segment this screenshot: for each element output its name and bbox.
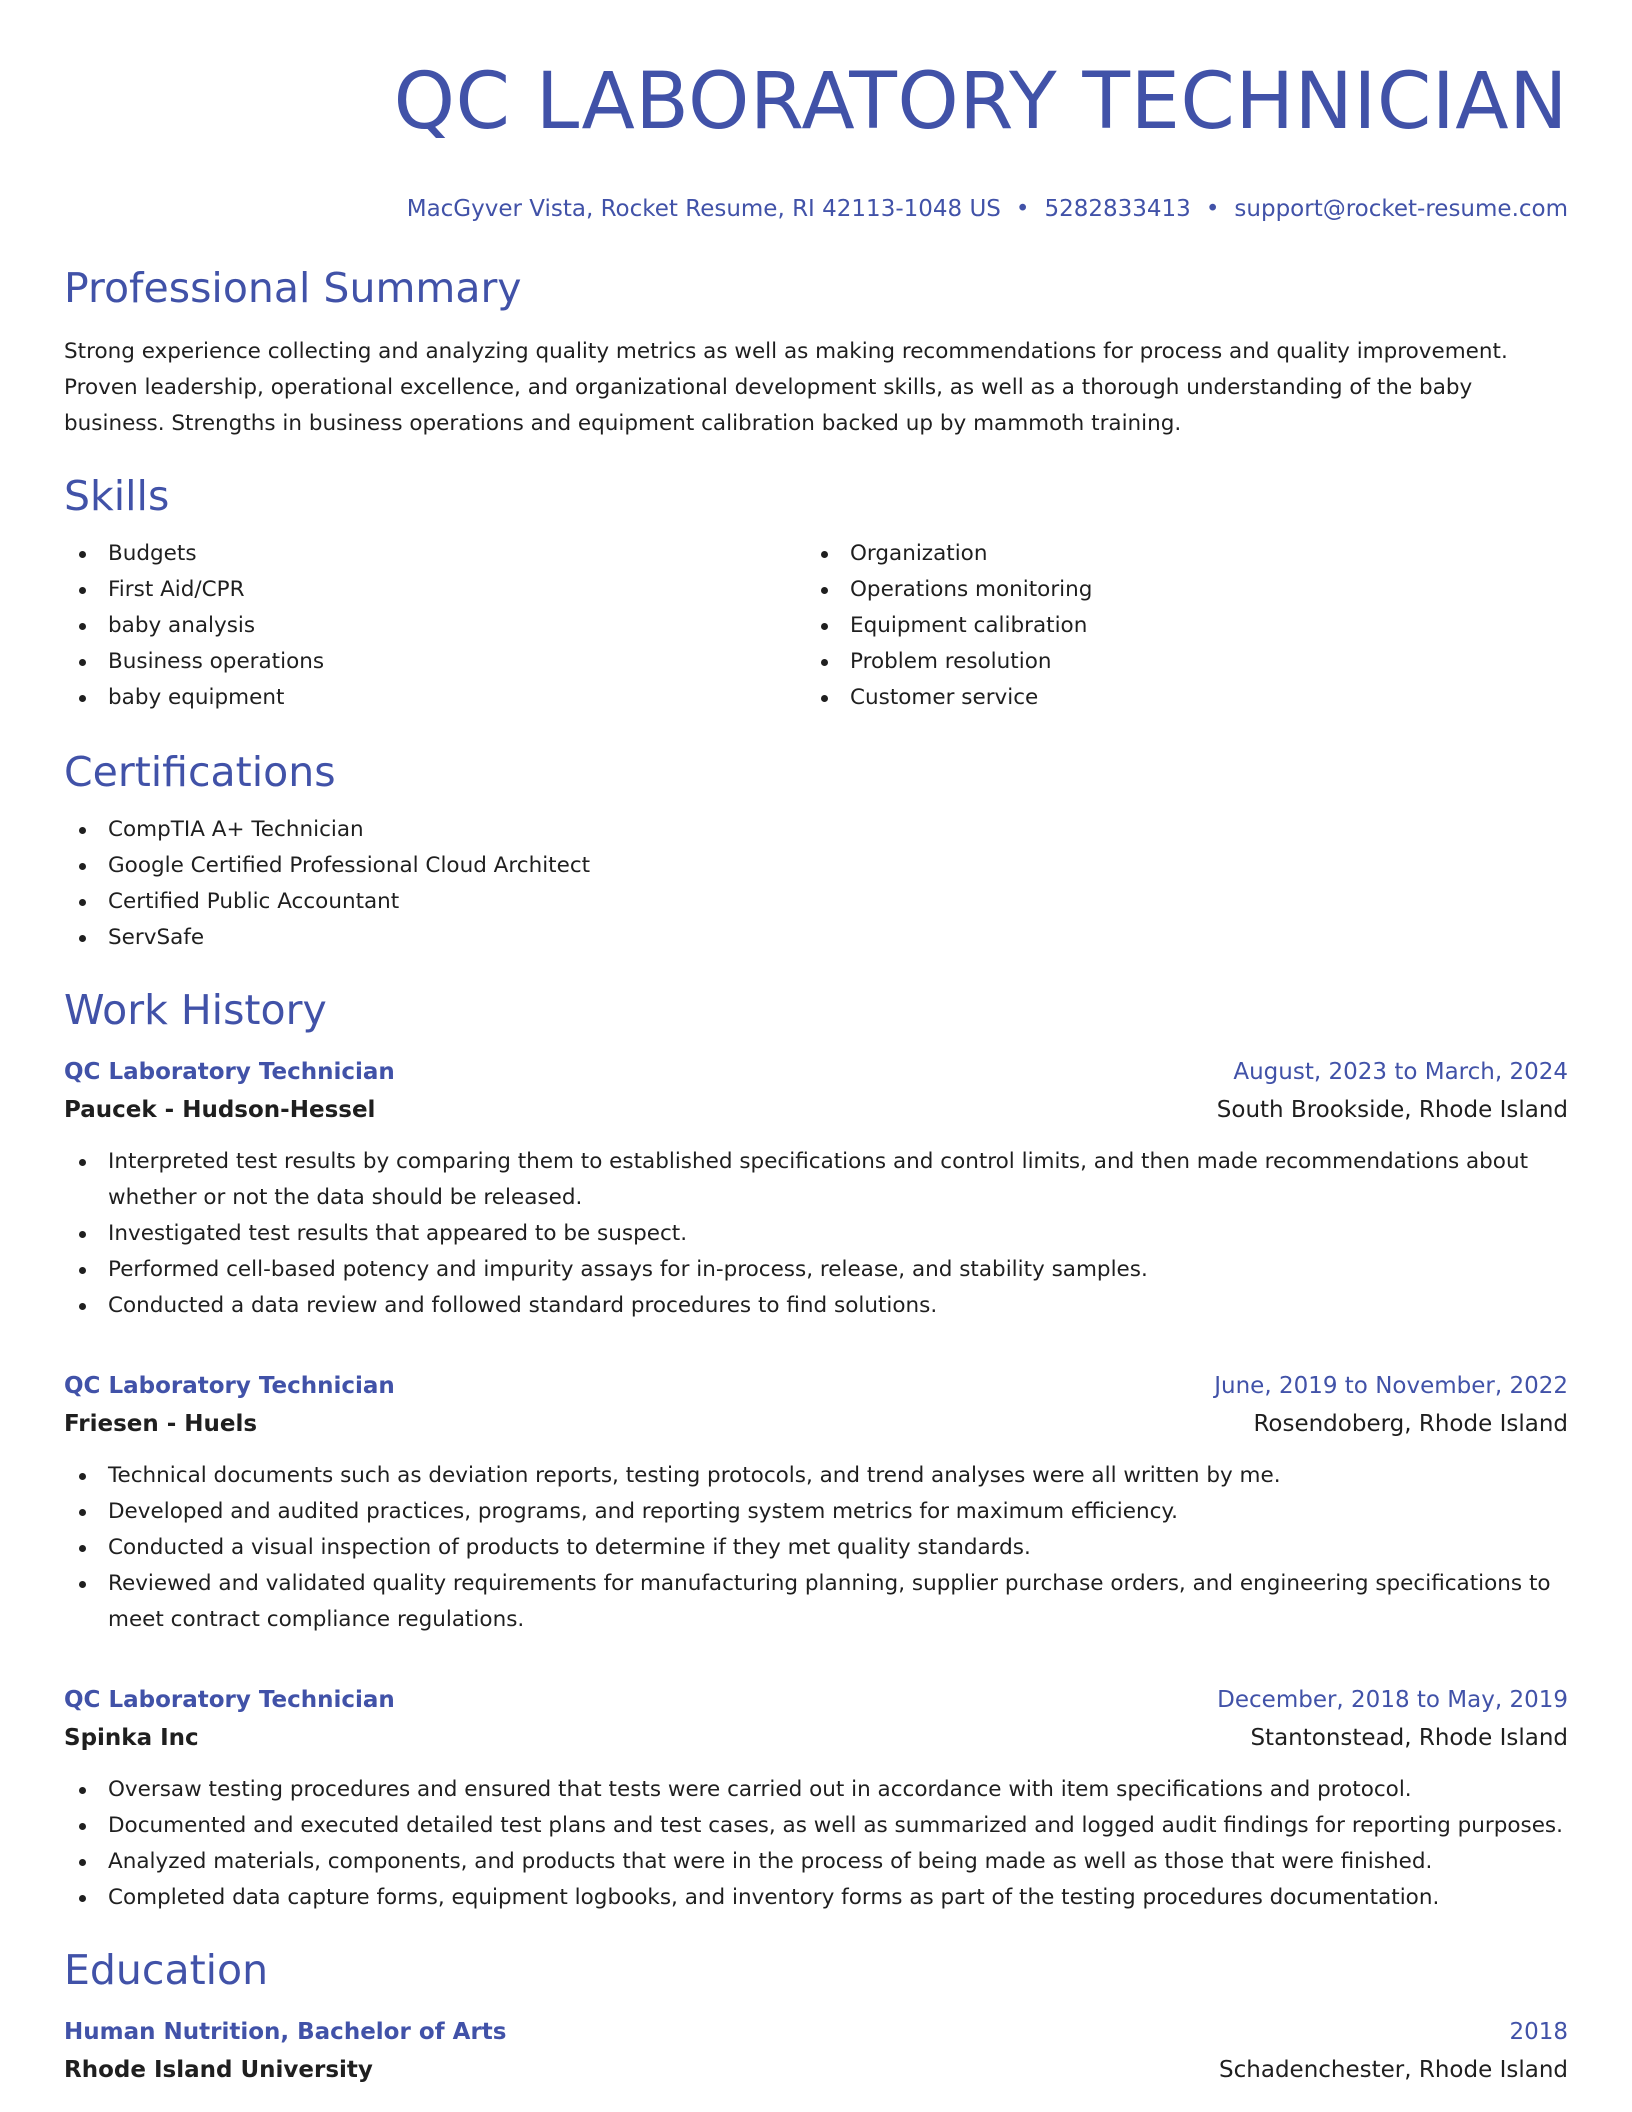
job-company: Friesen - Huels [64, 1411, 258, 1437]
work-history-section [64, 984, 1568, 1916]
job-bullet: Analyzed materials, components, and products that were in the process of being made as well as those that were finished. [64, 1844, 1568, 1880]
job-role: QC Laboratory Technician [64, 1687, 395, 1713]
certification-item: Certified Public Accountant [64, 884, 1568, 920]
job-bullets [64, 1144, 1568, 1324]
job-entry [64, 1682, 1568, 1916]
education-header-row [64, 2014, 1568, 2050]
skill-item: First Aid/CPR [64, 572, 806, 608]
resume-name: QC LABORATORY TECHNICIAN [393, 57, 1568, 147]
job-dates: December, 2018 to May, 2019 [1217, 1687, 1568, 1713]
contact-phone: 5282833413 [1044, 196, 1191, 222]
job-header-row [64, 1368, 1568, 1404]
certifications-heading: Certifications [64, 748, 336, 796]
contact-line [64, 194, 1568, 224]
job-role: QC Laboratory Technician [64, 1373, 395, 1399]
job-dates: June, 2019 to November, 2022 [1214, 1373, 1568, 1399]
job-bullets [64, 1458, 1568, 1638]
job-location: South Brookside, Rhode Island [1216, 1097, 1568, 1123]
skill-item: Organization [806, 536, 1548, 572]
job-bullet: Performed cell-based potency and impurity assays for in-process, release, and stability samples. [64, 1252, 1568, 1288]
skills-heading: Skills [64, 472, 170, 520]
summary-heading: Professional Summary [64, 264, 522, 312]
job-dates: August, 2023 to March, 2024 [1233, 1059, 1568, 1085]
job-bullet: Completed data capture forms, equipment logbooks, and inventory forms as part of the testing procedures documentation. [64, 1880, 1568, 1916]
work-history-heading: Work History [64, 986, 327, 1034]
job-bullet: Documented and executed detailed test plans and test cases, as well as summarized and logged audit findings for reporting purposes. [64, 1808, 1568, 1844]
certification-item: ServSafe [64, 920, 1568, 956]
contact-address: MacGyver Vista, Rocket Resume, RI 42113-1048 US [406, 196, 1001, 222]
job-company-row [64, 1404, 1568, 1444]
job-bullet: Technical documents such as deviation reports, testing protocols, and trend analyses were all written by me. [64, 1458, 1568, 1494]
education-year: 2018 [1509, 2019, 1568, 2045]
certifications-list [64, 812, 1568, 956]
education-entry [64, 2014, 1568, 2090]
skill-item: Operations monitoring [806, 572, 1548, 608]
job-company-row [64, 1090, 1568, 1130]
skill-item: baby equipment [64, 680, 806, 716]
education-school: Rhode Island University [64, 2057, 373, 2083]
skill-item: baby analysis [64, 608, 806, 644]
job-bullet: Investigated test results that appeared to be suspect. [64, 1216, 1568, 1252]
summary-section [64, 262, 1568, 442]
job-bullet: Interpreted test results by comparing them to established specifications and control limits, and then made recommendations about whether or not the data should be released. [64, 1144, 1568, 1216]
education-location: Schadenchester, Rhode Island [1219, 2057, 1568, 2083]
contact-separator: • [1205, 196, 1220, 222]
education-degree: Human Nutrition, Bachelor of Arts [64, 2019, 507, 2045]
job-company: Paucek - Hudson-Hessel [64, 1097, 376, 1123]
skills-section [64, 470, 1568, 716]
resume-header [64, 0, 1568, 224]
summary-text: Strong experience collecting and analyzing quality metrics as well as making recommendations for process and quality improvement. Proven leadership, operational excellence, and organizational development skills, as well as a thorough understanding of the baby business. Strengths in business operations and equipment calibration backed up by mammoth training. [64, 339, 1508, 436]
job-location: Rosendoberg, Rhode Island [1253, 1411, 1568, 1437]
job-bullet: Developed and audited practices, programs, and reporting system metrics for maximum efficiency. [64, 1494, 1568, 1530]
job-entry [64, 1054, 1568, 1324]
certification-item: Google Certified Professional Cloud Architect [64, 848, 1568, 884]
education-section [64, 1944, 1568, 2090]
job-location: Stantonstead, Rhode Island [1250, 1725, 1568, 1751]
job-bullet: Reviewed and validated quality requirements for manufacturing planning, supplier purchase orders, and engineering specifications to meet contract compliance regulations. [64, 1566, 1568, 1638]
job-bullet: Conducted a visual inspection of products to determine if they met quality standards. [64, 1530, 1568, 1566]
job-bullet: Oversaw testing procedures and ensured that tests were carried out in accordance with item specifications and protocol. [64, 1772, 1568, 1808]
job-bullets [64, 1772, 1568, 1916]
job-entry [64, 1368, 1568, 1638]
contact-separator: • [1015, 196, 1030, 222]
skills-grid [64, 536, 1568, 716]
certification-item: CompTIA A+ Technician [64, 812, 1568, 848]
job-header-row [64, 1682, 1568, 1718]
education-heading: Education [64, 1946, 269, 1994]
job-company: Spinka Inc [64, 1725, 199, 1751]
job-header-row [64, 1054, 1568, 1090]
skill-item: Problem resolution [806, 644, 1548, 680]
skill-item: Equipment calibration [806, 608, 1548, 644]
education-school-row [64, 2050, 1568, 2090]
skill-item: Budgets [64, 536, 806, 572]
job-company-row [64, 1718, 1568, 1758]
contact-email: support@rocket-resume.com [1234, 196, 1568, 222]
job-bullet: Conducted a data review and followed standard procedures to find solutions. [64, 1288, 1568, 1324]
certifications-section [64, 746, 1568, 956]
skill-item: Customer service [806, 680, 1548, 716]
job-role: QC Laboratory Technician [64, 1059, 395, 1085]
skills-right-list [806, 536, 1548, 716]
skill-item: Business operations [64, 644, 806, 680]
skills-left-list [64, 536, 806, 716]
